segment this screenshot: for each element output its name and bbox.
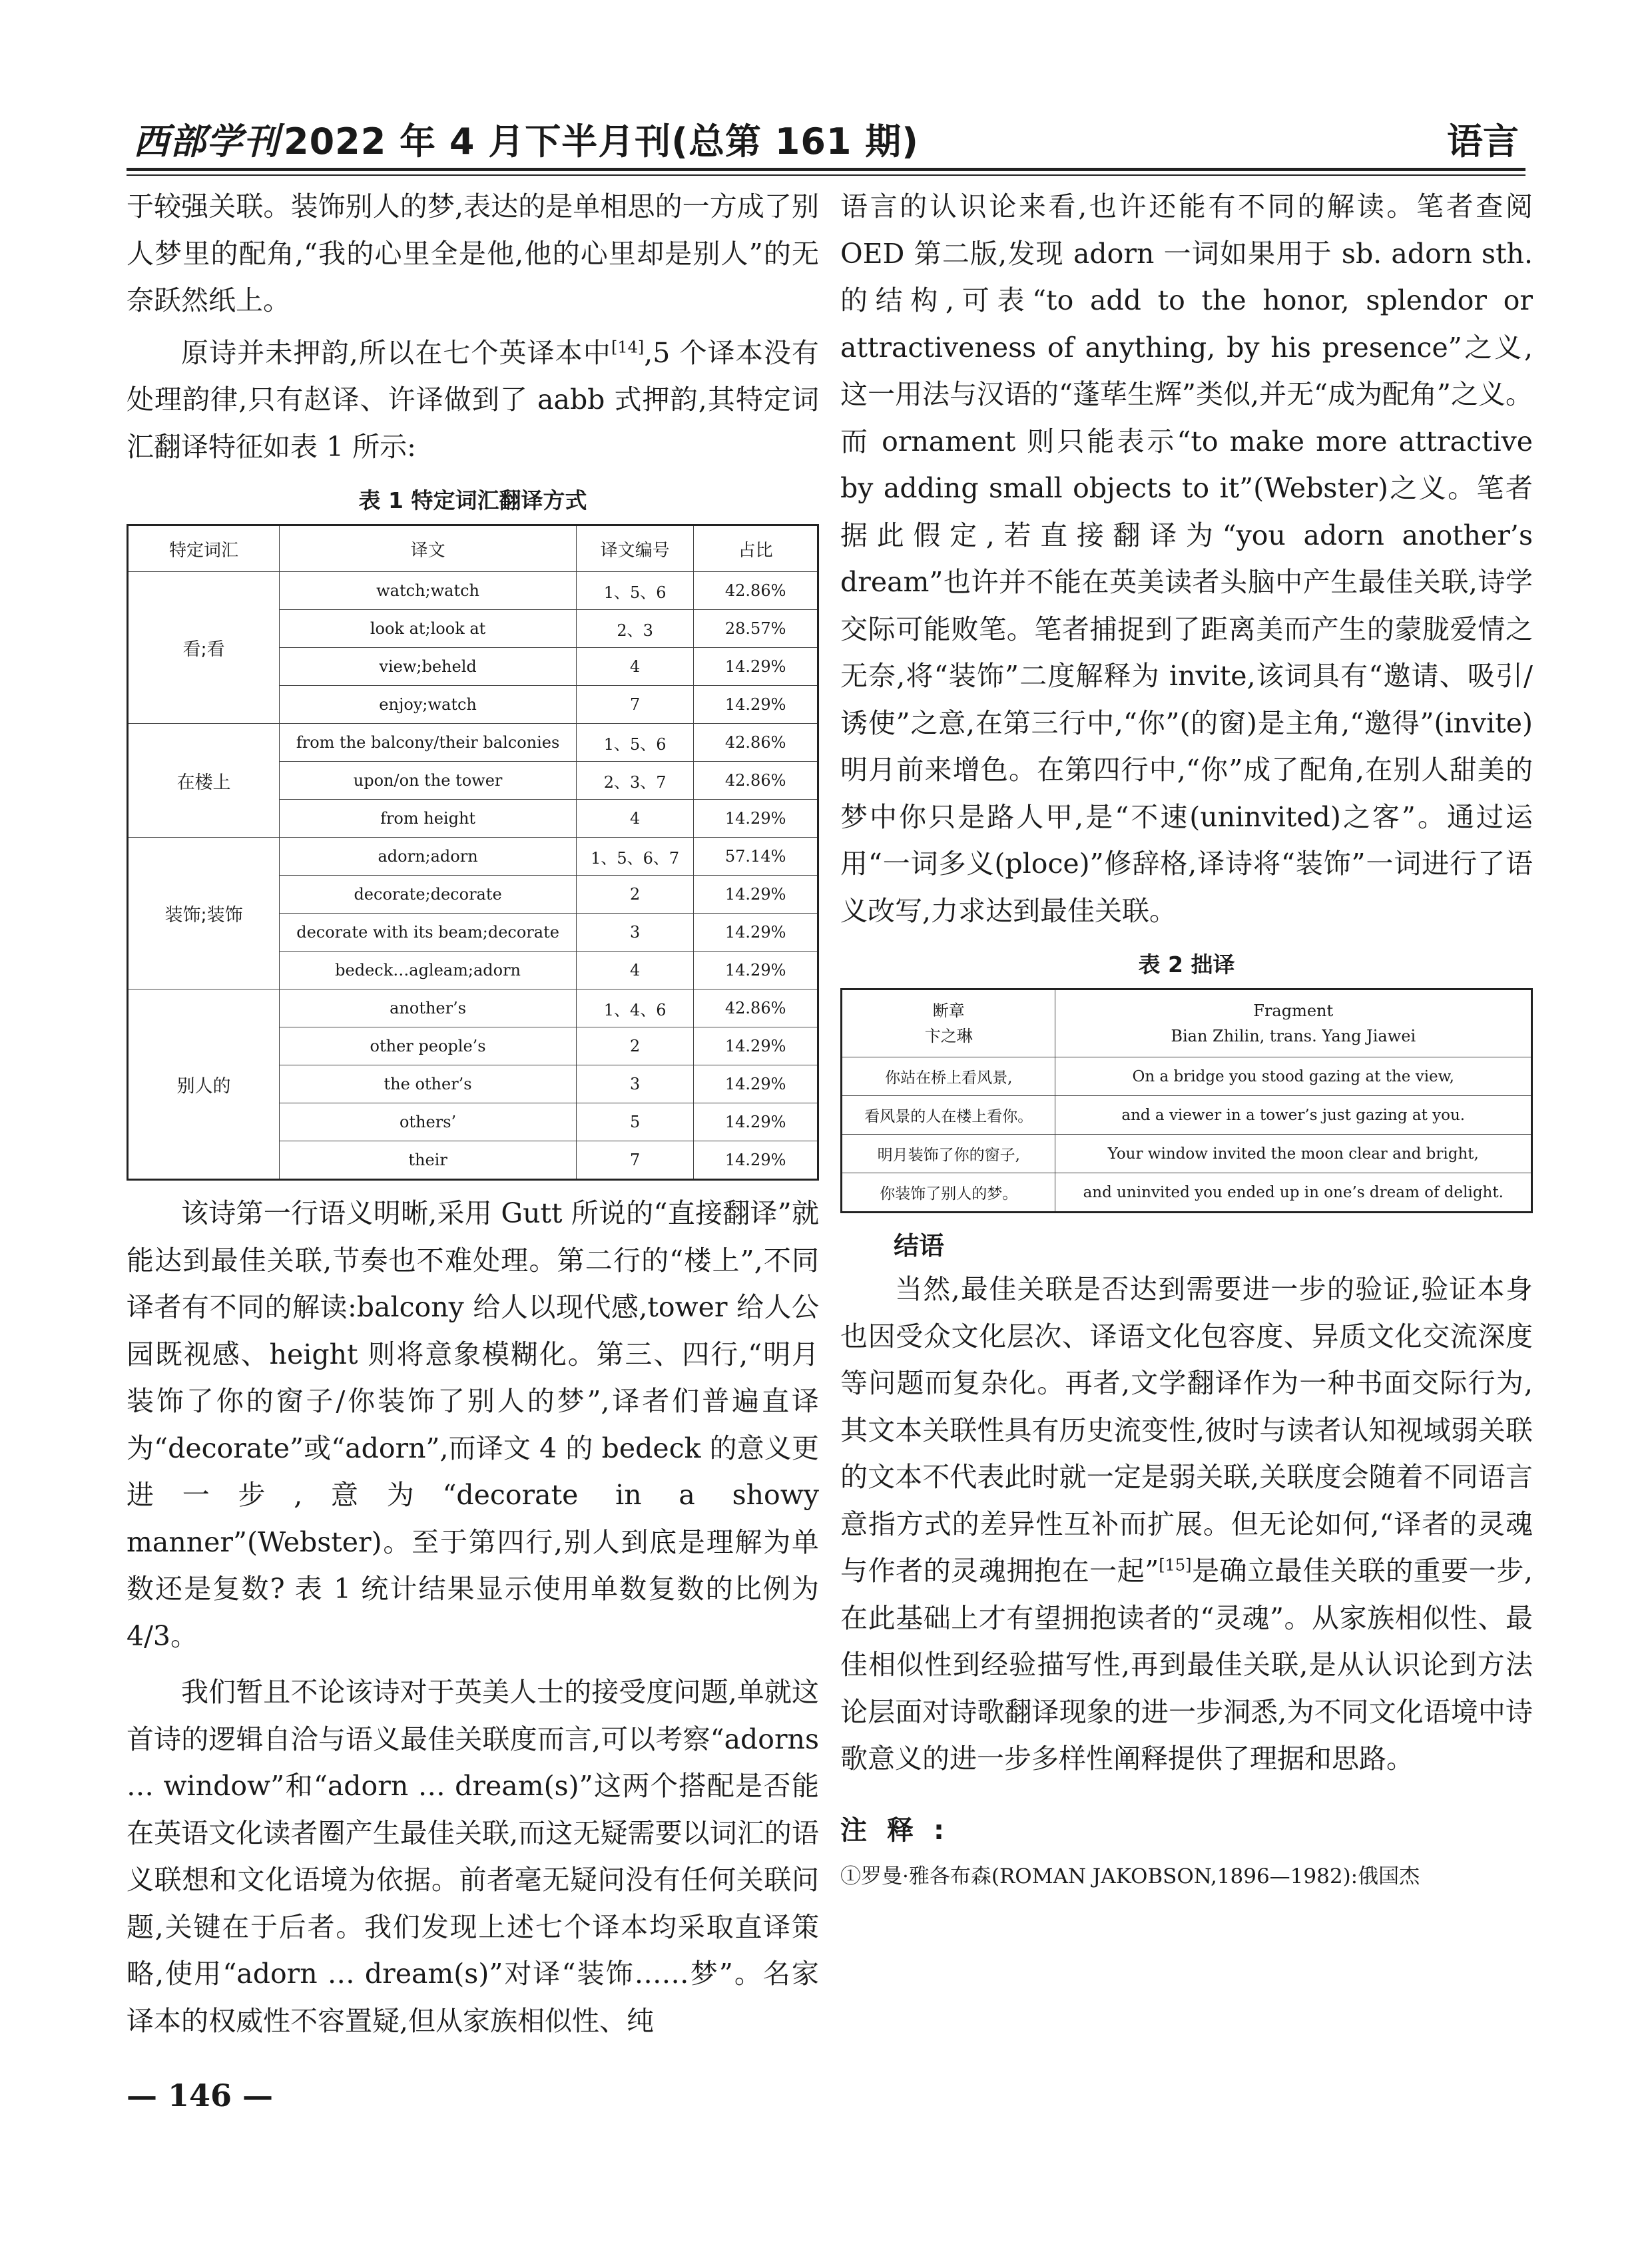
poem-author-en: Bian Zhilin, trans. Yang Jiawei: [1171, 1027, 1416, 1045]
cell: 1、5、6: [577, 724, 694, 762]
column-header: 特定词汇: [128, 525, 280, 572]
poem-author-cn: 卞之琳: [924, 1027, 973, 1045]
table2: [840, 988, 1533, 1213]
cell: decorate;decorate: [280, 876, 577, 914]
cell: 4: [577, 648, 694, 686]
cell: 14.29%: [694, 876, 818, 914]
journal-masthead: [133, 113, 919, 164]
page-number: — 146 —: [127, 2078, 274, 2113]
cell: and a viewer in a tower’s just gazing at you.: [1055, 1096, 1532, 1135]
running-header: [127, 107, 1525, 166]
cell: adorn;adorn: [280, 838, 577, 876]
paragraph: [840, 1266, 1533, 1783]
cell: 4: [577, 800, 694, 838]
cell: and uninvited you ended up in one’s dream of delight.: [1055, 1173, 1532, 1213]
cell: 14.29%: [694, 1065, 818, 1103]
cell: 看风景的人在楼上看你。: [842, 1096, 1055, 1135]
notes-heading: 注释:: [840, 1815, 964, 1846]
cell: 42.86%: [694, 724, 818, 762]
cell: 14.29%: [694, 952, 818, 989]
cell: On a bridge you stood gazing at the view,: [1055, 1057, 1532, 1096]
table-row: [128, 724, 818, 762]
cell: 7: [577, 686, 694, 724]
cell: 3: [577, 914, 694, 952]
issue-info: 2022 年 4 月下半月刊(总第 161 期): [284, 121, 919, 162]
table-row: [842, 1135, 1532, 1173]
text-run: 当然,最佳关联是否达到需要进一步的验证,验证本身也因受众文化层次、译语文化包容度、异质文化交流深度等问题而复杂化。再者,文学翻译作为一种书面交际行为,其文本关联性具有历史流变性,彼时与读者认知视域弱关联的文本不代表此时就一定是弱关联,关联度会随着不同语言意指方式的差异性互补而扩展。但无论如何,“译者的灵魂与作者的灵魂拥抱在一起”: [840, 1273, 1533, 1587]
group-cell: 别人的: [128, 989, 280, 1180]
paragraph: [127, 330, 819, 471]
cell: 42.86%: [694, 989, 818, 1027]
cell: look at;look at: [280, 610, 577, 648]
cell: 2: [577, 876, 694, 914]
group-cell: 看;看: [128, 572, 280, 724]
cell: 1、5、6、7: [577, 838, 694, 876]
cell: 4: [577, 952, 694, 989]
cell: enjoy;watch: [280, 686, 577, 724]
cell: view;beheld: [280, 648, 577, 686]
table-header-row: [842, 989, 1532, 1057]
cell: 14.29%: [694, 686, 818, 724]
text-run: 是确立最佳关联的重要一步,在此基础上才有望拥抱读者的“灵魂”。从家族相似性、最佳相似性到经验描写性,再到最佳关联,是从认识论到方法论层面对诗歌翻译现象的进一步洞悉,为不同文化语境中诗歌意义的进一步多样性阐释提供了理据和思路。: [840, 1555, 1533, 1775]
paragraph: 语言的认识论来看,也许还能有不同的解读。笔者查阅 OED 第二版,发现 adorn 一词如果用于 sb. adorn sth. 的结构,可表“to add to the honor, splendor or attractiveness of anything, by his presence”之义,这一用法与汉语的“蓬荜生辉”类似,并无“成为配角”之义。而 ornament 则只能表示“to make more attractive by adding small objects to it”(Webster)之义。笔者据此假定,若直接翻译为“you adorn another’s dream”也许并不能在英美读者头脑中产生最佳关联,诗学交际可能败笔。笔者捕捉到了距离美而产生的蒙胧爱情之无奈,将“装饰”二度解释为 invite,该词具有“邀请、吸引/诱使”之意,在第三行中,“你”(的窗)是主角,“邀得”(invite)明月前来增色。在第四行中,“你”成了配角,在别人甜美的梦中你只是路人甲,是“不速(uninvited)之客”。通过运用“一词多义(ploce)”修辞格,译诗将“装饰”一词进行了语义改写,力求达到最佳关联。: [840, 190, 1533, 927]
left-column: [127, 183, 819, 2044]
table-row: [842, 1173, 1532, 1213]
cell: the other’s: [280, 1065, 577, 1103]
poem-title-cn: 断章: [932, 1001, 965, 1020]
cell: 14.29%: [694, 800, 818, 838]
section-name: 语言: [1447, 121, 1519, 162]
table-row: [842, 1096, 1532, 1135]
cell: another’s: [280, 989, 577, 1027]
cell: 明月装饰了你的窗子,: [842, 1135, 1055, 1173]
cell: 2: [577, 1027, 694, 1065]
cell: 14.29%: [694, 1141, 818, 1180]
cell: 28.57%: [694, 610, 818, 648]
table-row: [128, 838, 818, 876]
paragraph: 我们暂且不论该诗对于英美人士的接受度问题,单就这首诗的逻辑自洽与语义最佳关联度而言,可以考察“adorns … window”和“adorn … dream(s)”这两个搭配是否能在英语文化读者圈产生最佳关联,而这无疑需要以词汇的语义联想和文化语境为依据。前者毫无疑问没有任何关联问题,关键在于后者。我们发现上述七个译本均采取直译策略,使用“adorn … dream(s)”对译“装饰……梦”。名家译本的权威性不容置疑,但从家族相似性、纯: [127, 1676, 819, 2037]
footnote: ①罗曼·雅各布森(ROMAN JAKOBSON,1896—1982):俄国杰: [840, 1864, 1420, 1888]
cell: 14.29%: [694, 914, 818, 952]
cell: 14.29%: [694, 648, 818, 686]
column-header: 占比: [694, 525, 818, 572]
cell: 2、3: [577, 610, 694, 648]
cell: 1、4、6: [577, 989, 694, 1027]
citation-ref: [14]: [611, 337, 645, 356]
cell: bedeck…agleam;adorn: [280, 952, 577, 989]
cell: 14.29%: [694, 1027, 818, 1065]
text-run: ,5 个译本没有处理韵律,只有赵译、许译做到了 aabb 式押韵,其特定词汇翻译特征如表 1 所示:: [127, 336, 820, 463]
cell: decorate with its beam;decorate: [280, 914, 577, 952]
cell: their: [280, 1141, 577, 1180]
poem-title-en: Fragment: [1253, 1001, 1334, 1020]
journal-logo: 西部学刊: [133, 120, 280, 162]
cell: 42.86%: [694, 762, 818, 800]
column-header: 译文编号: [577, 525, 694, 572]
table1: [127, 524, 819, 1181]
cell: 3: [577, 1065, 694, 1103]
header-rule-thick: [127, 168, 1525, 171]
table1-caption: 表 1 特定词汇翻译方式: [358, 487, 587, 513]
cell: 你装饰了别人的梦。: [842, 1173, 1055, 1213]
cell: 14.29%: [694, 1103, 818, 1141]
right-column: [840, 183, 1533, 1889]
cell: 57.14%: [694, 838, 818, 876]
cell: 你站在桥上看风景,: [842, 1057, 1055, 1096]
table-row: [128, 989, 818, 1027]
column-header: 译文: [280, 525, 577, 572]
cell: others’: [280, 1103, 577, 1141]
cell: 1、5、6: [577, 572, 694, 610]
table2-caption: 表 2 拙译: [1138, 952, 1235, 978]
cell: from height: [280, 800, 577, 838]
header-rule-thin: [127, 174, 1525, 176]
cell: upon/on the tower: [280, 762, 577, 800]
cell: 7: [577, 1141, 694, 1180]
paragraph: 该诗第一行语义明晰,采用 Gutt 所说的“直接翻译”就能达到最佳关联,节奏也不难处理。第二行的“楼上”,不同译者有不同的解读:balcony 给人以现代感,tower 给人公园既视感、height 则将意象模糊化。第三、四行,“明月装饰了你的窗子/你装饰了别人的梦”,译者们普遍直译为“decorate”或“adorn”,而译文 4 的 bedeck 的意义更进一步,意为“decorate in a showy manner”(Webster)。至于第四行,别人到底是理解为单数还是复数? 表 1 统计结果显示使用单数复数的比例为 4/3。: [127, 1197, 819, 1652]
cell: Your window invited the moon clear and bright,: [1055, 1135, 1532, 1173]
cell: 2、3、7: [577, 762, 694, 800]
citation-ref: [15]: [1159, 1555, 1192, 1575]
cell: other people’s: [280, 1027, 577, 1065]
conclusion-heading: 结语: [894, 1231, 945, 1261]
cell: from the balcony/their balconies: [280, 724, 577, 762]
table-row: [128, 572, 818, 610]
cell: 42.86%: [694, 572, 818, 610]
table-header-row: [128, 525, 818, 572]
cell: 5: [577, 1103, 694, 1141]
cell: watch;watch: [280, 572, 577, 610]
column-header: [842, 989, 1055, 1057]
group-cell: 装饰;装饰: [128, 838, 280, 989]
table-row: [842, 1057, 1532, 1096]
text-run: 原诗并未押韵,所以在七个英译本中: [181, 336, 611, 369]
column-header: [1055, 989, 1532, 1057]
group-cell: 在楼上: [128, 724, 280, 838]
paragraph: 于较强关联。装饰别人的梦,表达的是单相思的一方成了别人梦里的配角,“我的心里全是他,他的心里却是别人”的无奈跃然纸上。: [127, 190, 819, 316]
